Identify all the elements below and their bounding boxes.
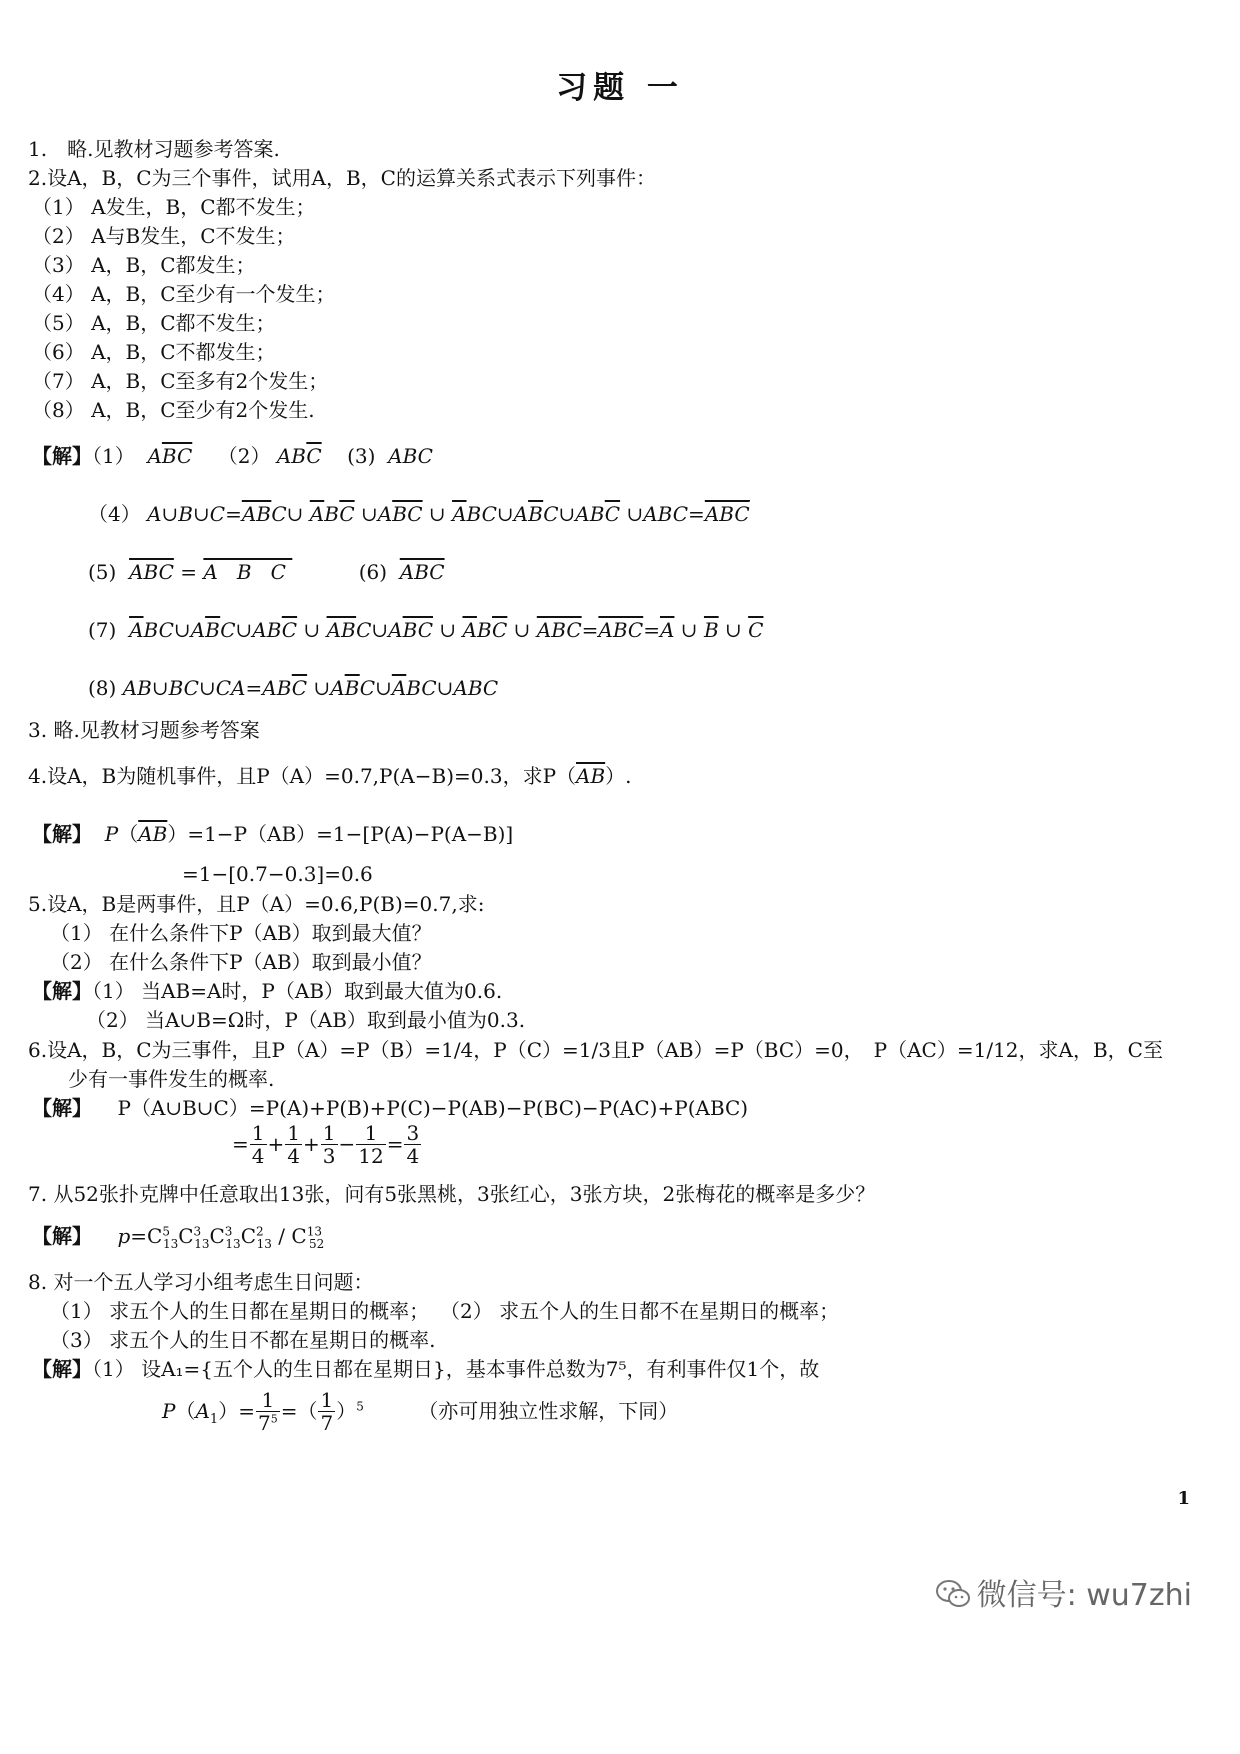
page-title: 习题 一: [556, 70, 684, 106]
solution-label: (7): [88, 618, 117, 642]
question-4-text-end: ）.: [605, 764, 632, 788]
question-7-stem: 7. 从52张扑克牌中任意取出13张，问有5张黑桃，3张红心，3张方块，2张梅花的概率是多少？: [28, 1182, 876, 1206]
question-5-stem: 5.设A，B是两事件，且P（A）=0.6,P(B)=0.7,求:: [28, 892, 485, 916]
solution-2-line-1: 【解】（1） $A\overline{BC}$ （2） $AB\overline{C}$ (3) ABC: [32, 444, 433, 468]
fraction: $\frac{1}{4}$: [251, 1121, 265, 1168]
solution-tag: 【解】: [32, 1357, 92, 1381]
question-2-stem: 2.设A，B，C为三个事件，试用A，B，C的运算关系式表示下列事件：: [28, 166, 656, 190]
solution-label: (6): [358, 560, 388, 584]
solution-4-text: ）=1−P（AB）=1−[P(A)−P(A−B)]: [167, 822, 514, 846]
solution-4-line-1: 【解】 $P(\overline{AB})=1-P(AB)=1-[P(A)-P(A-B)]$: [32, 822, 514, 846]
question-8-item: （1） 求五个人的生日都在星期日的概率；: [50, 1299, 430, 1323]
solution-tag: 【解】: [32, 444, 92, 468]
solution-tag: 【解】: [32, 979, 92, 1003]
solution-2-line-8: (8) $AB\cup BC\cup CA=AB\overline{C}$ $\cup A\overline{B}C\cup\overline{A}BC\cup ABC$: [88, 676, 499, 700]
question-1: 1. 略.见教材习题参考答案.: [28, 137, 280, 161]
question-2-item: （3） A，B，C都发生；: [32, 253, 256, 277]
question-2-item: （8） A，B，C至少有2个发生.: [32, 398, 315, 422]
solution-5-line-1: [32, 979, 502, 1003]
solution-6-line-2: = $\frac{1}{4}$ + $\frac{1}{4}$ + $\frac{1}{3}$ − $\frac{1}{12}$ = $\frac{3}{4}$: [232, 1121, 420, 1168]
question-8-item: （3） 求五个人的生日不都在星期日的概率.: [50, 1328, 436, 1352]
solution-8-note: （亦可用独立性求解，下同）: [418, 1399, 679, 1423]
wechat-icon: [935, 1579, 971, 1609]
watermark: [935, 1578, 1192, 1614]
question-3: 3. 略.见教材习题参考答案: [28, 718, 260, 742]
solution-label: （1）: [92, 444, 135, 468]
solution-6-line-1: [32, 1096, 748, 1120]
fraction: $\frac{1}{4}$: [287, 1121, 300, 1168]
solution-2-line-4: （4） $A\cup B\cup C=\overline{AB}C\cup$ $\overline{A}B\overline{C}$ $\cup A\overline{BC}$ ∪ $\overline{A}BC\cup A\overline{B}C\cup AB\overline{C}$ $\cup ABC=\overline{ABC}$: [88, 502, 750, 526]
solution-8-text: （1） 设A₁={五个人的生日都在星期日}，基本事件总数为7⁵，有利事件仅1个，故: [92, 1357, 820, 1381]
solution-7: 【解】 $p=C^5_{13}C^3_{13}C^3_{13}C^2_{13} / C^{13}_{52}$: [32, 1224, 325, 1251]
question-8-item: （2） 求五个人的生日都不在星期日的概率；: [440, 1299, 840, 1323]
solution-4-line-2: =1−[0.7−0.3]=0.6: [182, 862, 373, 886]
fraction: $\frac{1}{12}$: [358, 1121, 384, 1168]
solution-2-line-5: (5) $\overline{ABC} = A$ B C (6) $\overline{ABC}$: [88, 560, 445, 584]
question-2-item: （5） A，B，C都不发生；: [32, 311, 276, 335]
solution-8-line-1: [32, 1357, 819, 1381]
solution-label: (5): [88, 560, 117, 584]
question-5-item: （2） 在什么条件下P（AB）取到最小值？: [50, 950, 432, 974]
solution-label: （4）: [88, 502, 141, 526]
solution-8-line-2: $P(A_1)=$ $\frac{1}{7^5}$ =（ $\frac{1}{7}$ ）$^5$ （亦可用独立性求解，下同）: [162, 1388, 679, 1435]
question-2-item: （7） A，B，C至多有2个发生；: [32, 369, 329, 393]
solution-tag: 【解】: [32, 822, 92, 846]
solution-6-text: P（A∪B∪C）=P(A)+P(B)+P(C)−P(AB)−P(BC)−P(AC)+P(ABC): [117, 1096, 749, 1120]
question-4-stem: 4.设A，B为随机事件，且P（A）=0.7,P(A−B)=0.3，求$P(\overline{AB})$.: [28, 764, 632, 788]
solution-5-text: （1） 当AB=A时，P（AB）取到最大值为0.6.: [92, 979, 503, 1003]
page-number: 1: [1177, 1488, 1190, 1509]
solution-2-line-7: (7) $\overline{A}BC\cup A\overline{B}C\cup AB\overline{C}$ ∪ $\overline{AB}C\cup A\overline{BC}$ ∪ $\overline{A}B\overline{C}$ ∪ $\overline{ABC}=\overline{ABC}=\overline{A}$ ∪ $\overline{B}$ ∪ $\overline{C}$: [88, 618, 764, 642]
question-6-stem-2: 少有一事件发生的概率.: [68, 1067, 275, 1091]
question-2-item: （1） A发生，B，C都不发生；: [32, 195, 316, 219]
question-6-stem: 6.设A，B，C为三事件，且P（A）=P（B）=1/4，P（C）=1/3且P（AB）=P（BC）=0， P（AC）=1/12，求A，B，C至: [28, 1038, 1163, 1062]
solution-tag: 【解】: [32, 1224, 92, 1248]
solution-label: (8): [88, 676, 117, 700]
question-5-item: （1） 在什么条件下P（AB）取到最大值？: [50, 921, 432, 945]
solution-5-line-2: （2） 当A∪B=Ω时，P（AB）取到最小值为0.3.: [86, 1008, 526, 1032]
solution-label: （2）: [217, 444, 271, 468]
fraction: $\frac{1}{7^5}$: [257, 1388, 278, 1435]
question-2-item: （4） A，B，C至少有一个发生；: [32, 282, 336, 306]
question-2-item: （6） A，B，C不都发生；: [32, 340, 276, 364]
solution-tag: 【解】: [32, 1096, 92, 1120]
watermark-text: 微信号: wu7zhi: [976, 1578, 1192, 1613]
fraction: $\frac{3}{4}$: [406, 1121, 420, 1168]
question-2-item: （2） A与B发生，C不发生；: [32, 224, 296, 248]
fraction: $\frac{1}{7}$: [320, 1388, 334, 1435]
question-4-text: 4.设A，B为随机事件，且P（A）=0.7,P(A−B)=0.3，求P（: [28, 764, 577, 788]
fraction: $\frac{1}{3}$: [322, 1121, 336, 1168]
question-8-stem: 8. 对一个五人学习小组考虑生日问题：: [28, 1270, 374, 1294]
